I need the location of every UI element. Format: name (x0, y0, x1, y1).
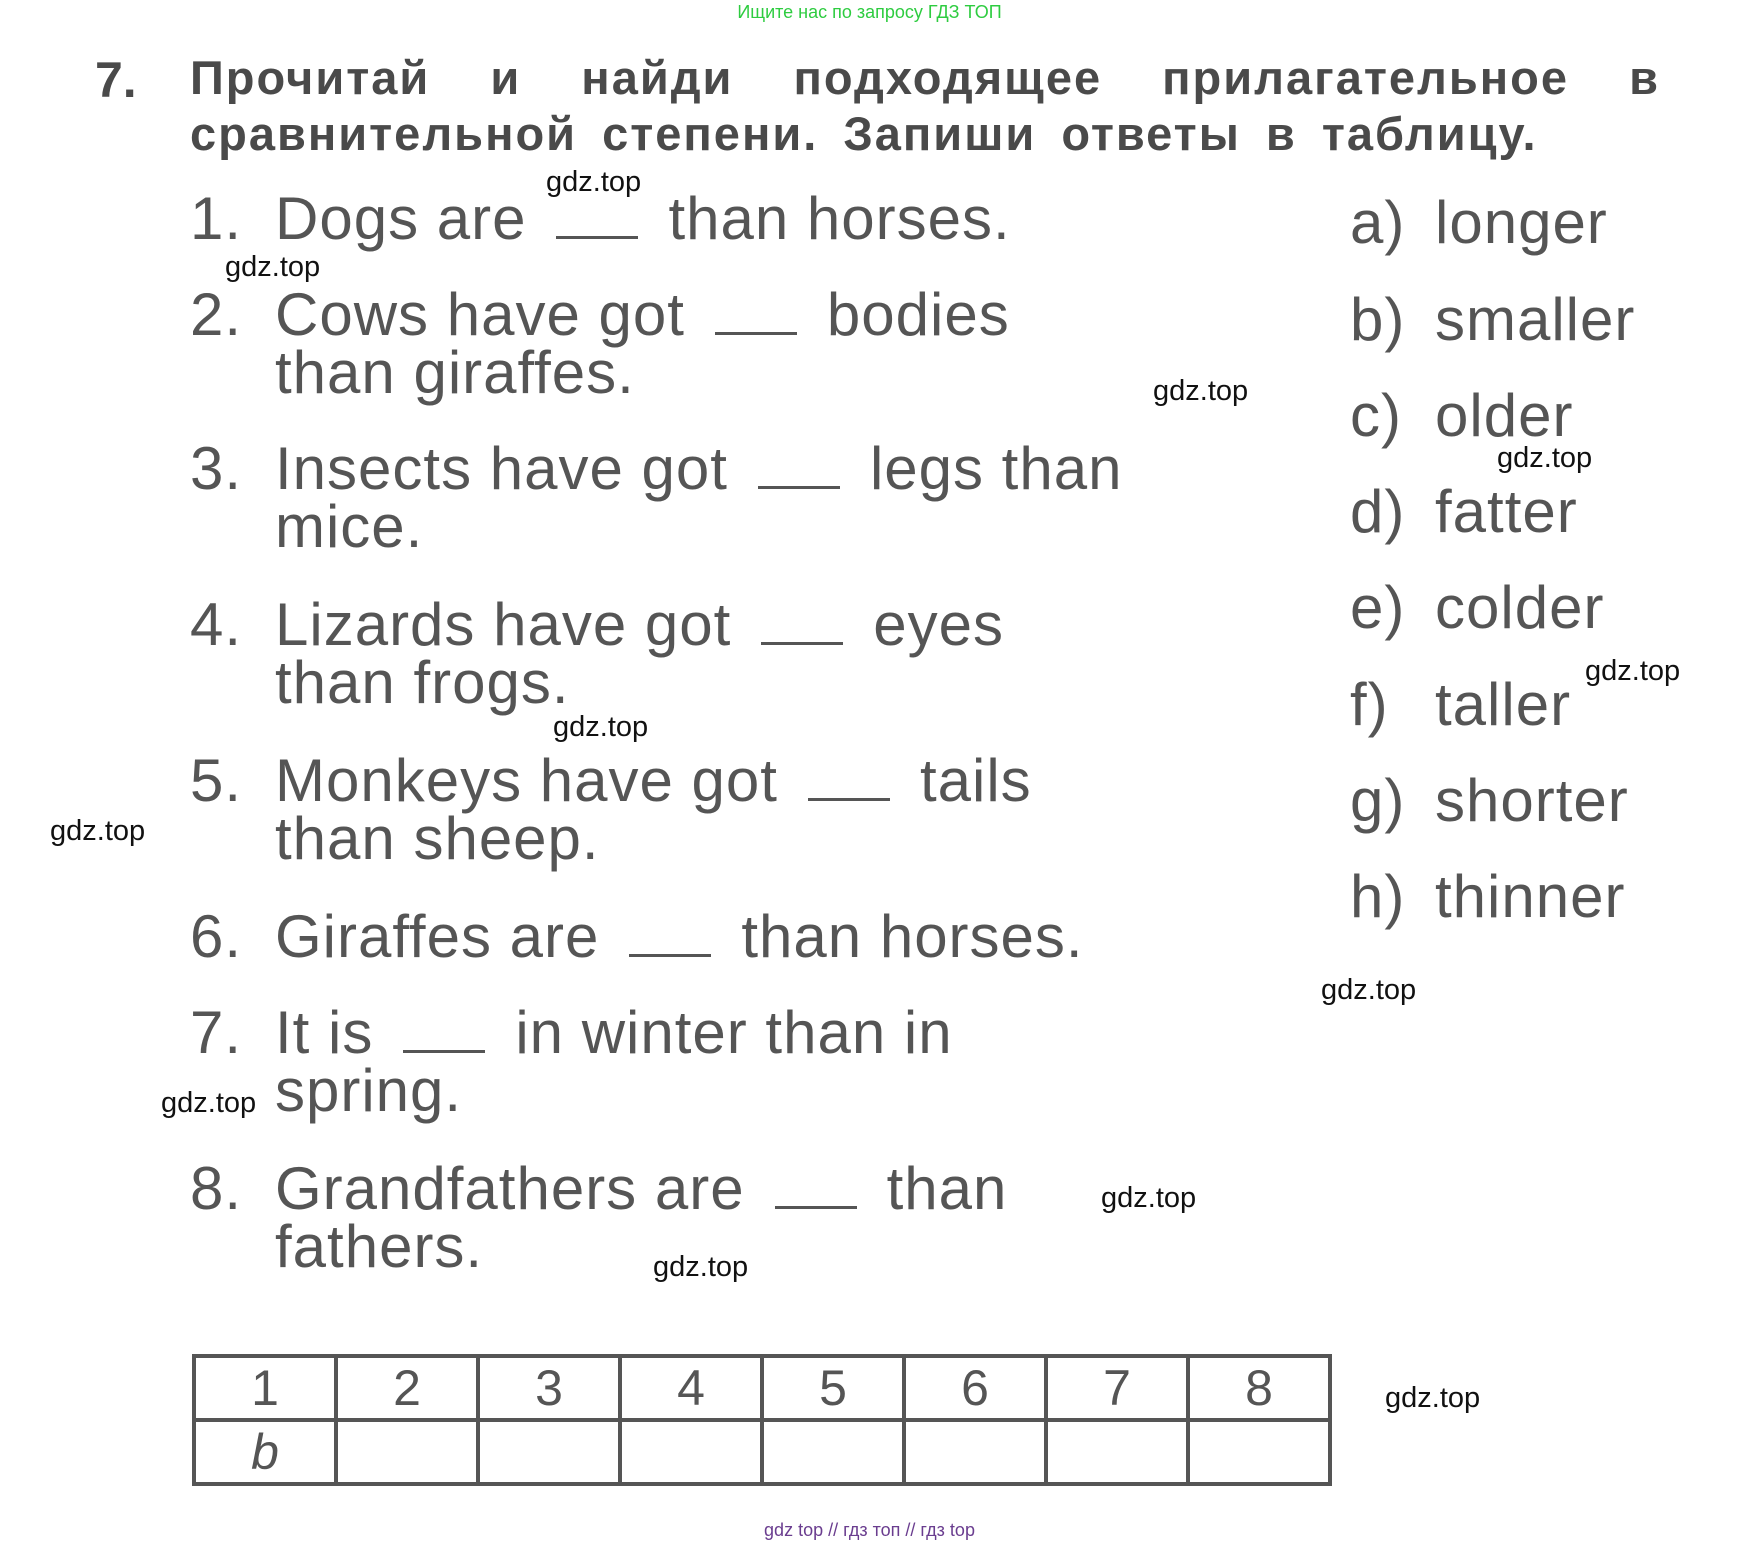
watermark: gdz.top (1385, 1382, 1481, 1414)
sentence-8 (190, 1155, 1008, 1280)
sentence-text: legs than (869, 435, 1123, 502)
sentence-number: 1. (190, 185, 243, 252)
sentence-continuation: spring. (275, 1057, 463, 1124)
task-number: 7. (95, 52, 137, 108)
watermark: gdz.top (1497, 442, 1593, 474)
option-letter: g) (1350, 767, 1406, 834)
option-h (1350, 862, 1625, 932)
answer-blank (808, 797, 890, 801)
answer-blank (715, 331, 797, 335)
task-title: Прочитай и найди подходящее прилагательное в сравнительной степени. Запиши ответы в таблицу. (190, 51, 1660, 160)
watermark: gdz.top (50, 815, 146, 847)
sentence-text: than horses. (668, 185, 1011, 252)
watermark: gdz.top (1153, 375, 1249, 407)
table-header-cell: 6 (904, 1356, 1046, 1420)
watermark: gdz.top (553, 711, 649, 743)
footer-links: gdz top // гдз топ // гдз top (764, 1520, 975, 1540)
option-word: colder (1435, 574, 1605, 641)
sentence-continuation: than frogs. (275, 649, 570, 716)
sentence-text: Insects have got (275, 435, 728, 502)
sentence-number: 2. (190, 281, 243, 348)
option-word: smaller (1435, 286, 1636, 353)
table-header-cell: 5 (762, 1356, 904, 1420)
watermark: gdz.top (546, 166, 642, 198)
option-letter: d) (1350, 478, 1406, 545)
option-letter: e) (1350, 574, 1406, 641)
option-g (1350, 766, 1629, 836)
sentence-number: 3. (190, 435, 243, 502)
sentence-6 (190, 903, 1084, 970)
sentence-text: Dogs are (275, 185, 527, 252)
answer-blank (758, 485, 840, 489)
sentence-3 (190, 435, 1123, 560)
table-header-cell: 2 (336, 1356, 478, 1420)
answer-blank (629, 953, 711, 957)
sentence-5 (190, 747, 1032, 872)
watermark: gdz.top (1101, 1182, 1197, 1214)
sentence-text: bodies (826, 281, 1010, 348)
top-banner: Ищите нас по запросу ГДЗ ТОП (737, 2, 1002, 22)
watermark: gdz.top (161, 1087, 257, 1119)
sentence-text: Giraffes are (275, 903, 600, 970)
table-header-cell: 4 (620, 1356, 762, 1420)
sentence-text: Cows have got (275, 281, 685, 348)
table-answer-cell: b (194, 1420, 336, 1484)
table-header-cell: 1 (194, 1356, 336, 1420)
answer-table-answer-row (194, 1420, 1330, 1484)
table-answer-cell (1188, 1420, 1330, 1484)
answer-blank (775, 1205, 857, 1209)
table-answer-cell (762, 1420, 904, 1484)
option-word: shorter (1435, 767, 1629, 834)
sentence-number: 8. (190, 1155, 243, 1222)
table-answer-cell (336, 1420, 478, 1484)
sentence-text: Lizards have got (275, 591, 732, 658)
option-e (1350, 573, 1604, 643)
table-answer-cell (904, 1420, 1046, 1484)
sentence-text: Grandfathers are (275, 1155, 745, 1222)
option-letter: h) (1350, 863, 1406, 930)
option-word: thinner (1435, 863, 1626, 930)
option-letter: b) (1350, 286, 1406, 353)
table-header-cell: 7 (1046, 1356, 1188, 1420)
option-a (1350, 188, 1608, 258)
watermark: gdz.top (225, 251, 321, 283)
sentence-2 (190, 281, 1010, 406)
sentence-text: eyes (873, 591, 1005, 658)
sentence-text: Monkeys have got (275, 747, 778, 814)
table-header-cell: 8 (1188, 1356, 1330, 1420)
answer-blank (403, 1049, 485, 1053)
sentence-text: in winter than in (515, 999, 953, 1066)
sentence-text: It is (275, 999, 374, 1066)
watermark: gdz.top (1585, 655, 1681, 687)
table-header-cell: 3 (478, 1356, 620, 1420)
table-answer-cell (620, 1420, 762, 1484)
option-letter: a) (1350, 189, 1406, 256)
option-word: fatter (1435, 478, 1578, 545)
option-letter: c) (1350, 382, 1402, 449)
answer-table-header-row (194, 1356, 1330, 1420)
sentence-text: than (886, 1155, 1008, 1222)
watermark: gdz.top (1321, 974, 1417, 1006)
sentence-continuation: fathers. (275, 1213, 484, 1280)
sentence-number: 5. (190, 747, 243, 814)
option-letter: f) (1350, 671, 1389, 738)
option-d (1350, 477, 1578, 547)
table-answer-cell (1046, 1420, 1188, 1484)
answer-blank (556, 235, 638, 239)
option-word: longer (1435, 189, 1608, 256)
sentence-4 (190, 591, 1005, 716)
answer-table (192, 1354, 1332, 1486)
sentence-number: 4. (190, 591, 243, 658)
sentence-number: 6. (190, 903, 243, 970)
sentence-continuation: than giraffes. (275, 339, 635, 406)
option-word: taller (1435, 671, 1572, 738)
option-word: older (1435, 382, 1574, 449)
sentence-7 (190, 999, 953, 1124)
sentence-continuation: mice. (275, 493, 424, 560)
watermark: gdz.top (653, 1251, 749, 1283)
answer-blank (761, 641, 843, 645)
table-answer-cell (478, 1420, 620, 1484)
option-b (1350, 285, 1635, 355)
sentence-text: than horses. (741, 903, 1084, 970)
sentence-number: 7. (190, 999, 243, 1066)
sentence-text: tails (919, 747, 1032, 814)
option-f (1350, 670, 1571, 740)
sentence-continuation: than sheep. (275, 805, 600, 872)
